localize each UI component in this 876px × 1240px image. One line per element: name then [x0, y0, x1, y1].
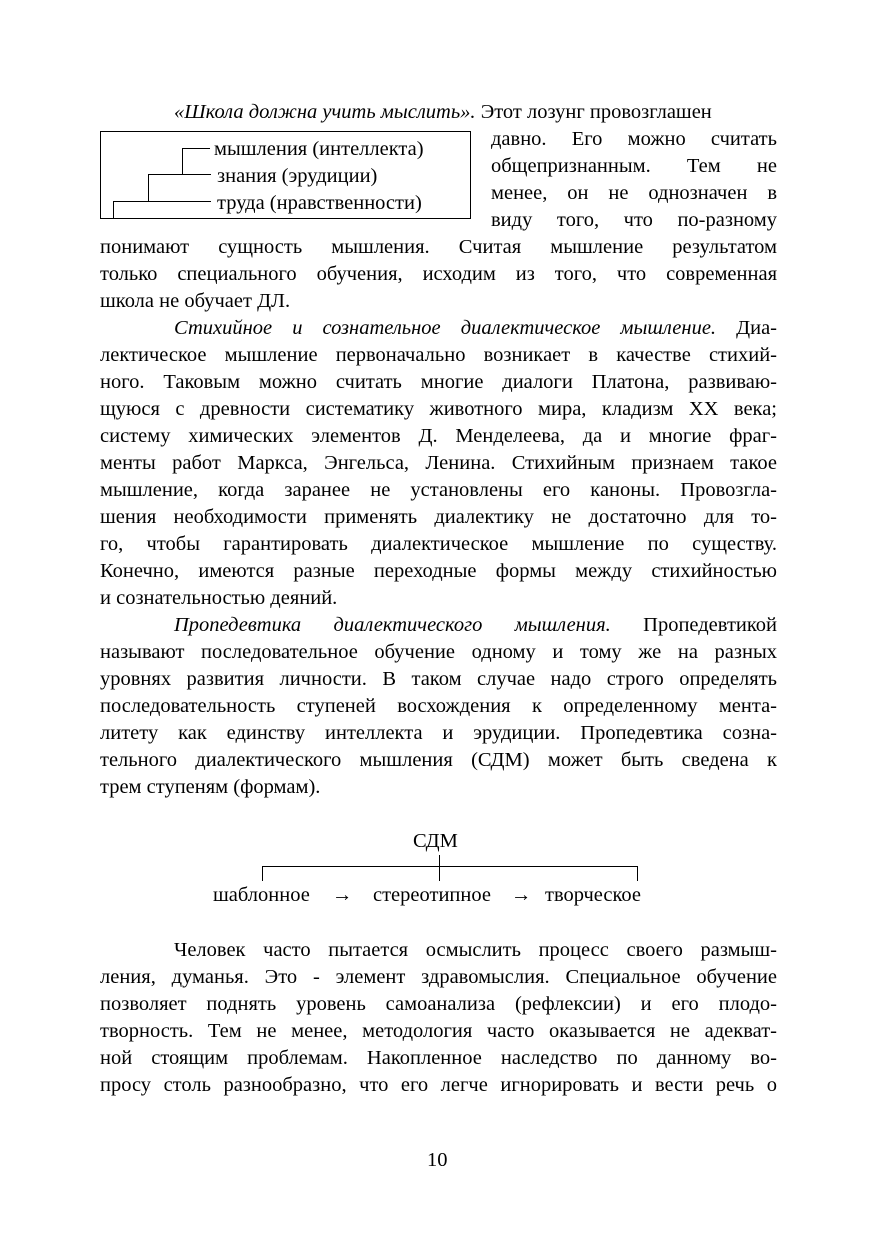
text-line: тельного диалектического мышления (СДМ) может быть сведена к [100, 749, 777, 771]
bracket-bar [262, 866, 638, 867]
stairs-figure [100, 131, 471, 219]
stage-label: стереотипное [373, 884, 491, 906]
text-line: позволяет поднять уровень самоанализа (рефлексии) и его плодо- [100, 993, 777, 1015]
text-line: щуюся с древности систематику животного мира, кладизм XX века; [100, 398, 777, 420]
text-line: ной стоящим проблемам. Накопленное наследство по данному во- [100, 1047, 777, 1069]
bracket-stem [439, 855, 440, 881]
stair-line [113, 201, 211, 202]
text-line: понимают сущность мышления. Считая мышление результатом [100, 236, 777, 258]
text-line: общепризнанным. Тем не [491, 155, 777, 177]
text-line: шения необходимости применять диалектику не достаточно для то- [100, 506, 777, 528]
text-line [174, 315, 777, 341]
text-line: творность. Тем не менее, методология часто оказывается не адекват- [100, 1020, 777, 1042]
text-line: только специального обучения, исходим из того, что современная [100, 263, 777, 285]
stair-riser [113, 201, 114, 218]
stair-line [182, 148, 210, 149]
text-line: просу столь разнообразно, что его легче игнорировать и вести речь о [100, 1074, 777, 1096]
italic-quote: «Школа должна учить мыслить». [174, 101, 476, 123]
text-line: школа не обучает ДЛ. [100, 290, 291, 312]
text-span: Этот лозунг провозглашен [480, 101, 712, 123]
text-line: го, чтобы гарантировать диалектическое мышление по существу. [100, 533, 777, 555]
stair-riser [182, 148, 183, 174]
bracket-left-tick [262, 866, 263, 881]
stage-label: творческое [545, 884, 642, 906]
text-line: систему химических элементов Д. Менделеева, да и многие фраг- [100, 425, 777, 447]
text-line: трем ступеням (формам). [100, 776, 321, 798]
text-line: ного. Таковым можно считать многие диалоги Платона, развиваю- [100, 371, 777, 393]
text-line: Человек часто пытается осмыслить процесс своего размыш- [174, 939, 777, 961]
arrow-icon: → [511, 884, 532, 906]
arrow-icon: → [332, 884, 353, 906]
text-span: Пропедевтикой [643, 614, 778, 636]
text-line: и сознательностью деяний. [100, 587, 338, 609]
text-span: Диа- [736, 317, 778, 339]
text-line: виду того, что по-разному [491, 209, 777, 231]
italic-heading: Стихийное и сознательное диалектическое мышление. [174, 317, 717, 339]
text-line: давно. Его можно считать [491, 128, 777, 150]
text-line: ления, думанья. Это - элемент здравомыслия. Специальное обучение [100, 966, 777, 988]
text-line: уровнях развития личности. В таком случае надо строго определять [100, 668, 777, 690]
text-line: менее, он не однозначен в [491, 182, 777, 204]
page-number: 10 [427, 1149, 448, 1171]
text-line [174, 99, 712, 125]
text-line: мышление, когда заранее не установлены его каноны. Провозгла- [100, 479, 777, 501]
text-line: называют последовательное обучение одному и тому же на разных [100, 641, 777, 663]
sdm-title: СДМ [413, 830, 458, 852]
stair-riser [148, 174, 149, 201]
text-line: Конечно, имеются разные переходные формы между стихийностью [100, 560, 777, 582]
italic-heading: Пропедевтика диалектического мышления. [174, 614, 611, 636]
text-line: литету как единству интеллекта и эрудиции. Пропедевтика созна- [100, 722, 777, 744]
stage-label: шаблонное [213, 884, 310, 906]
text-line: лектическое мышление первоначально возникает в качестве стихий- [100, 344, 777, 366]
text-line: менты работ Маркса, Энгельса, Ленина. Стихийным признаем такое [100, 452, 777, 474]
stair-line [148, 174, 211, 175]
stair-label: труда (нравственности) [217, 192, 422, 214]
stair-label: мышления (интеллекта) [214, 138, 424, 160]
bracket-right-tick [637, 866, 638, 881]
stair-label: знания (эрудиции) [217, 165, 378, 187]
text-line: последовательность ступеней восхождения к определенному мента- [100, 695, 777, 717]
text-line [174, 612, 777, 638]
